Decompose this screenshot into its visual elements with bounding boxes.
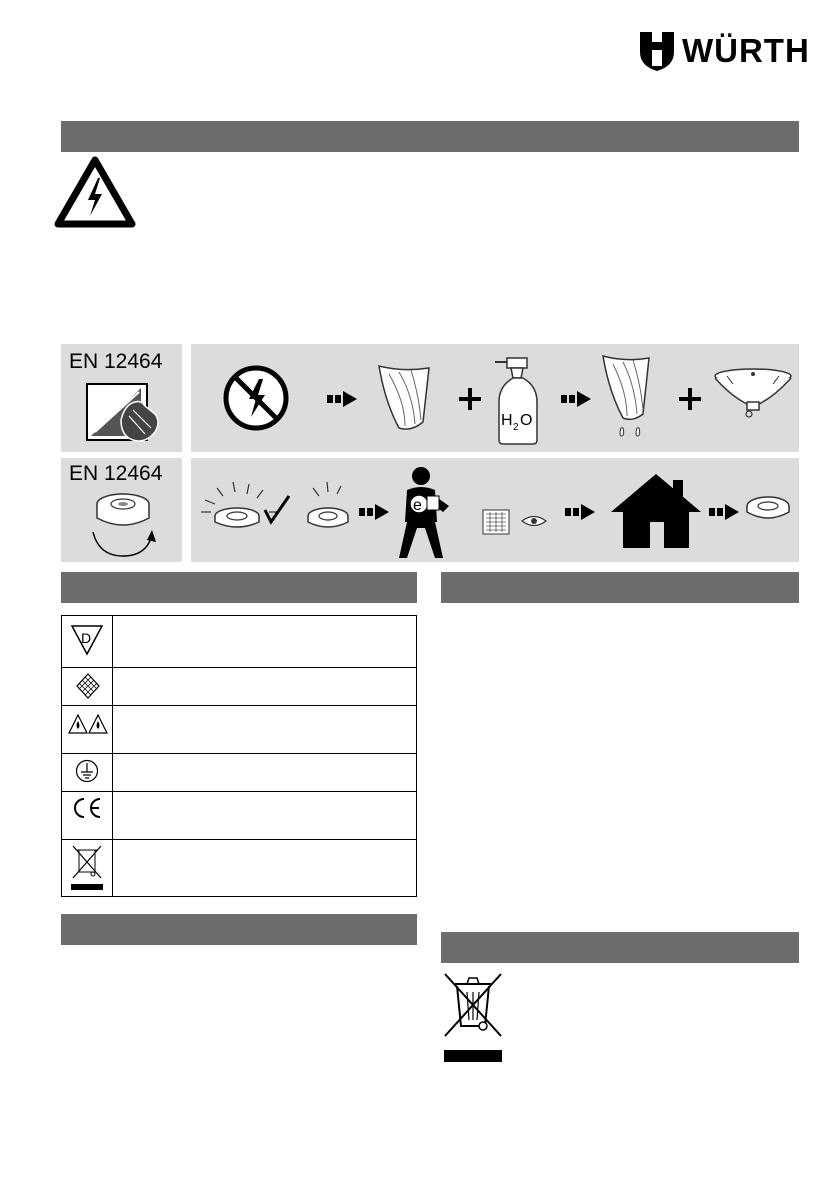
- brand-name: WÜRTH: [682, 32, 810, 69]
- standard-panel-2: [61, 458, 182, 562]
- wurth-shield-icon: [638, 30, 676, 72]
- symbols-table: [61, 615, 417, 897]
- h2o-o: O: [520, 412, 533, 429]
- arrow-right-icon: [709, 504, 739, 520]
- protective-earth-icon: [75, 759, 99, 783]
- standard-label: EN 12464: [69, 462, 163, 485]
- d-mark-icon: [70, 624, 104, 656]
- grid-mark-icon: [76, 673, 100, 699]
- arrow-right-icon: [561, 391, 591, 407]
- wurth-logo: [638, 30, 810, 72]
- circuit-board-icon: [481, 506, 511, 536]
- right-section-bar: [441, 572, 799, 603]
- lamp-lit-check-icon: [197, 476, 297, 532]
- replacement-steps-panel: [191, 458, 799, 562]
- weee-bin-icon: [71, 844, 103, 892]
- spray-bottle-h2o-icon: [493, 356, 543, 446]
- cleaning-hand-icon: [81, 380, 165, 448]
- weee-bin-large-icon: [441, 970, 505, 1066]
- cloth-icon: [375, 362, 433, 434]
- svg-text:D: D: [81, 630, 92, 646]
- standard-panel-1: [61, 344, 182, 452]
- arrow-right-icon: [359, 504, 389, 520]
- house-icon: [609, 472, 703, 550]
- h2o-h: H: [501, 412, 513, 429]
- no-voltage-icon: [223, 365, 289, 431]
- rotating-lamp-icon: [85, 490, 161, 560]
- plus-icon: [679, 388, 701, 410]
- arrow-right-icon: [565, 504, 595, 520]
- cleaning-steps-panel: [191, 344, 799, 452]
- lamp-icon: [743, 492, 793, 528]
- damp-cloth-icon: [599, 352, 655, 442]
- plus-icon: [459, 388, 481, 410]
- safety-section-bar: [61, 121, 799, 152]
- eye-icon: [521, 514, 547, 528]
- bottom-left-section-bar: [61, 914, 417, 945]
- electrician-icon: [391, 466, 453, 560]
- ce-mark-icon: [71, 797, 103, 819]
- symbols-section-bar: [61, 572, 417, 603]
- lamp-fixture-icon: [711, 366, 795, 420]
- flammable-drops-icon: [68, 713, 108, 735]
- high-voltage-warning-icon: [54, 156, 136, 228]
- svg-text:e: e: [413, 497, 422, 514]
- h2o-2: 2: [513, 422, 519, 433]
- lamp-blink-icon: [301, 476, 355, 532]
- standard-label: EN 12464: [69, 350, 163, 373]
- arrow-right-icon: [327, 391, 357, 407]
- disposal-section-bar: [441, 932, 799, 963]
